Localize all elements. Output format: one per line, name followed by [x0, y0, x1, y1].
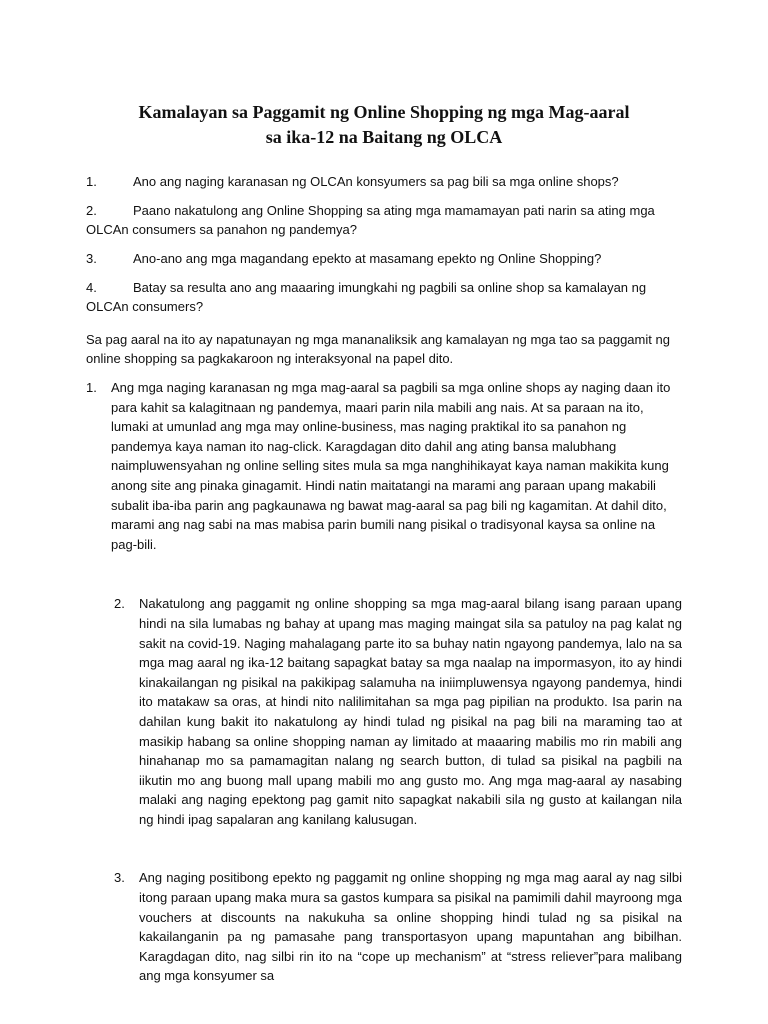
answer-text: Nakatulong ang paggamit ng online shopping sa mga mag-aaral bilang isang paraan upang hindi na sila lumabas ng bahay at upang mas maging maingat sila sa patuloy na pag kalat ng sakit na covid-19. Naging mahalagang parte ito sa buhay natin ngayong pandemya, lalo na sa mga mag aaral ng ika-12 baitang sapagkat batay sa mga naalap na impormasyon, ito ay hindi kinakailangan ng pisikal na pakikipag salamuha na iniimpluwensya ngayong pandemya, hindi ito matakaw sa oras, at hindi nito nalilimitahan sa mga pag pipilian na produkto. Isa parin na dahilan kung bakit ito nakatulong ay hindi tulad ng pisikal na pag bili na maraming tao at masikip habang sa online shopping naman ay limitado at maaaring mabilis mo rin mabili ang hinahanap mo sa pamamagitan nalang ng search button, di tulad sa pisikal na pagbili na iikutin mo ang buong mall upang mabili mo ang gusto mo. Ang mga mag-aaral ay nasabing malaki ang naging epektong pag gamit nito sapagkat nakabili sila ng gusto at kailangan nila ng hindi ipag sapalaran ang kanilang kalusugan. [139, 596, 682, 827]
answer-number: 2. [114, 596, 125, 612]
answer-text: Ang naging positibong epekto ng paggamit ng online shopping ng mga mag aaral ay nag silbi itong paraan upang maka mura sa gastos kumpara sa pisikal na pamimili dahil mayroong mga vouchers at discounts na nakukuha sa online shopping hindi tulad ng sa pisikal na kakailanganin pa ng pamasahe pang transportasyon upang mapuntahan ang bibilhan. Karagdagan dito, nag silbi rin ito na “cope up mechanism” at “stress reliever”para malibang ang mga konsyumer sa [139, 870, 682, 984]
question-number: 3. [86, 251, 97, 266]
title-line-1: Kamalayan sa Paggamit ng Online Shopping ng mga Mag-aaral [138, 102, 630, 122]
question-number: 2. [86, 203, 97, 218]
question-item [86, 201, 682, 239]
question-number: 1. [86, 174, 97, 189]
question-text: Paano nakatulong ang Online Shopping sa ating mga mamamayan pati narin sa ating mga OLCAn consumers sa panahon ng pandemya? [86, 203, 655, 237]
question-number: 4. [86, 280, 97, 295]
question-text: Ano ang naging karanasan ng OLCAn konsyumers sa pag bili sa mga online shops? [133, 174, 619, 189]
answer-item [86, 868, 682, 986]
answer-item [86, 378, 682, 554]
intro-paragraph: Sa pag aaral na ito ay napatunayan ng mga mananaliksik ang kamalayan ng mga tao sa paggamit ng online shopping sa pagkakaroon ng interaksyonal na papel dito. [86, 332, 670, 366]
document-title [86, 0, 682, 150]
title-line-2: sa ika-12 na Baitang ng OLCA [265, 127, 503, 147]
question-text: Ano-ano ang mga magandang epekto at masamang epekto ng Online Shopping? [133, 251, 602, 266]
question-item [86, 172, 682, 191]
answer-number: 3. [114, 870, 125, 886]
question-text: Batay sa resulta ano ang maaaring imungkahi ng pagbili sa online shop sa kamalayan ng OLCAn consumers? [86, 280, 647, 314]
research-questions [86, 172, 682, 316]
answer-text: Ang mga naging karanasan ng mga mag-aaral sa pagbili sa mga online shops ay naging daan ito para kahit sa kalagitnaan ng pandemya, maari parin nila mabili ang nais. At sa paraan na ito, lumaki at umunlad ang mga may online-business, mas naging praktikal ito sa panahon ng pandemya kaya naman ito nag-click. Karagdagan dito dahil ang ating bansa malubhang naimpluwensyahan ng online selling sites mula sa mga nanghihikayat kaya naman makikita kung anong site ang pinaka ginagamit. Hindi natin maitatangi na marami ang paraan upang makabili subalit iba-iba parin ang pagkaunawa ng bawat mag-aaral sa pag bili ng kagamitan. At dahil dito, marami ang nag sabi na mas mabisa parin bumili nang pisikal o tradisyonal kaysa sa online na pag-bili. [111, 380, 671, 552]
question-item [86, 249, 682, 268]
answer-number: 1. [86, 380, 97, 395]
answer-item [86, 594, 682, 829]
question-item [86, 278, 682, 316]
